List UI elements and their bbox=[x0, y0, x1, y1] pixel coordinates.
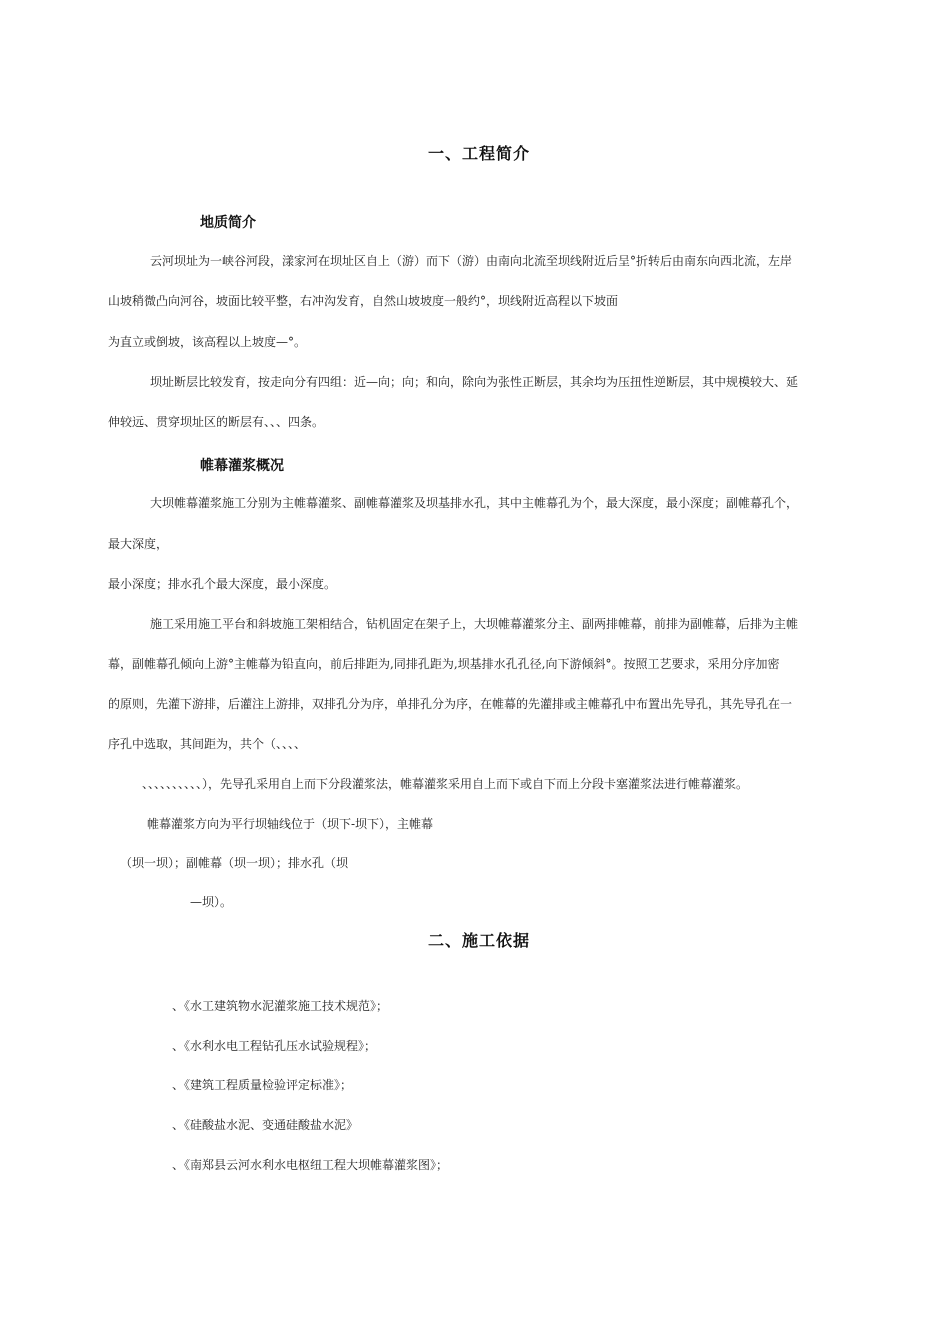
reference-item: 、《建筑工程质量检验评定标准》； bbox=[172, 1078, 353, 1092]
paragraph-line: 施工采用施工平台和斜坡施工架相结合，钻机固定在架子上，大坝帷幕灌浆分主、副两排帷幕，前排为副帷幕，后排为主帷 bbox=[150, 617, 799, 631]
reference-item: 、《南郑县云河水利水电枢纽工程大坝帷幕灌浆图》； bbox=[172, 1158, 449, 1172]
paragraph-line: 最小深度；排水孔个最大深度，最小深度。 bbox=[108, 577, 337, 591]
subheading-geology: 地质简介 bbox=[200, 215, 256, 231]
paragraph-line: （坝一坝）；副帷幕（坝一坝）；排水孔（坝 bbox=[120, 856, 349, 870]
paragraph-line: 帷幕灌浆方向为平行坝轴线位于（坝下-坝下），主帷幕 bbox=[147, 817, 434, 831]
reference-item: 、《硅酸盐水泥、变通硅酸盐水泥》 bbox=[172, 1118, 359, 1132]
paragraph-line: 为直立或倒坡，该高程以上坡度—°。 bbox=[108, 335, 307, 349]
paragraph-line: 、、、、、、、、、、），先导孔采用自上而下分段灌浆法，帷幕灌浆采用自上而下或自下而上分段卡塞灌浆法进行帷幕灌浆。 bbox=[142, 777, 749, 791]
paragraph-line: 的原则，先灌下游排，后灌注上游排，双排孔分为序，单排孔分为序，在帷幕的先灌排或主帷幕孔中布置出先导孔，其先导孔在一 bbox=[108, 697, 793, 711]
paragraph-line: 大坝帷幕灌浆施工分别为主帷幕灌浆、副帷幕灌浆及坝基排水孔，其中主帷幕孔为个，最大深度，最小深度；副帷幕孔个， bbox=[150, 496, 799, 510]
paragraph-line: 云河坝址为一峡谷河段，漾家河在坝址区自上（游）而下（游）由南向北流至坝线附近后呈°折转后由南东向西北流，左岸 bbox=[150, 254, 793, 268]
paragraph-line: 伸较远、贯穿坝址区的断层有、、、四条。 bbox=[108, 415, 325, 429]
paragraph-line: 山坡稍微凸向河谷，坡面比较平整，右冲沟发育，自然山坡坡度一般约°，坝线附近高程以下坡面 bbox=[108, 294, 619, 308]
reference-item: 、《水利水电工程钻孔压水试验规程》； bbox=[172, 1039, 377, 1053]
paragraph-line: 最大深度， bbox=[108, 537, 169, 551]
paragraph-line: 坝址断层比较发育，按走向分有四组：近—向；向；和向，除向为张性正断层，其余均为压扭性逆断层，其中规模较大、延 bbox=[150, 375, 799, 389]
paragraph-line: 幕，副帷幕孔倾向上游°主帷幕为铅直向，前后排距为,同排孔距为,坝基排水孔孔径,向下游倾斜°。按照工艺要求，采用分序加密 bbox=[108, 657, 780, 671]
reference-item: 、《水工建筑物水泥灌浆施工技术规范》； bbox=[172, 999, 389, 1013]
paragraph-line: —坝）。 bbox=[190, 895, 233, 909]
paragraph-line: 序孔中选取，其间距为，共个（、、、、 bbox=[108, 737, 307, 751]
subheading-grouting: 帷幕灌浆概况 bbox=[200, 458, 284, 474]
section-title-1: 一、工程简介 bbox=[428, 144, 531, 163]
section-title-2: 二、施工依据 bbox=[428, 931, 531, 950]
